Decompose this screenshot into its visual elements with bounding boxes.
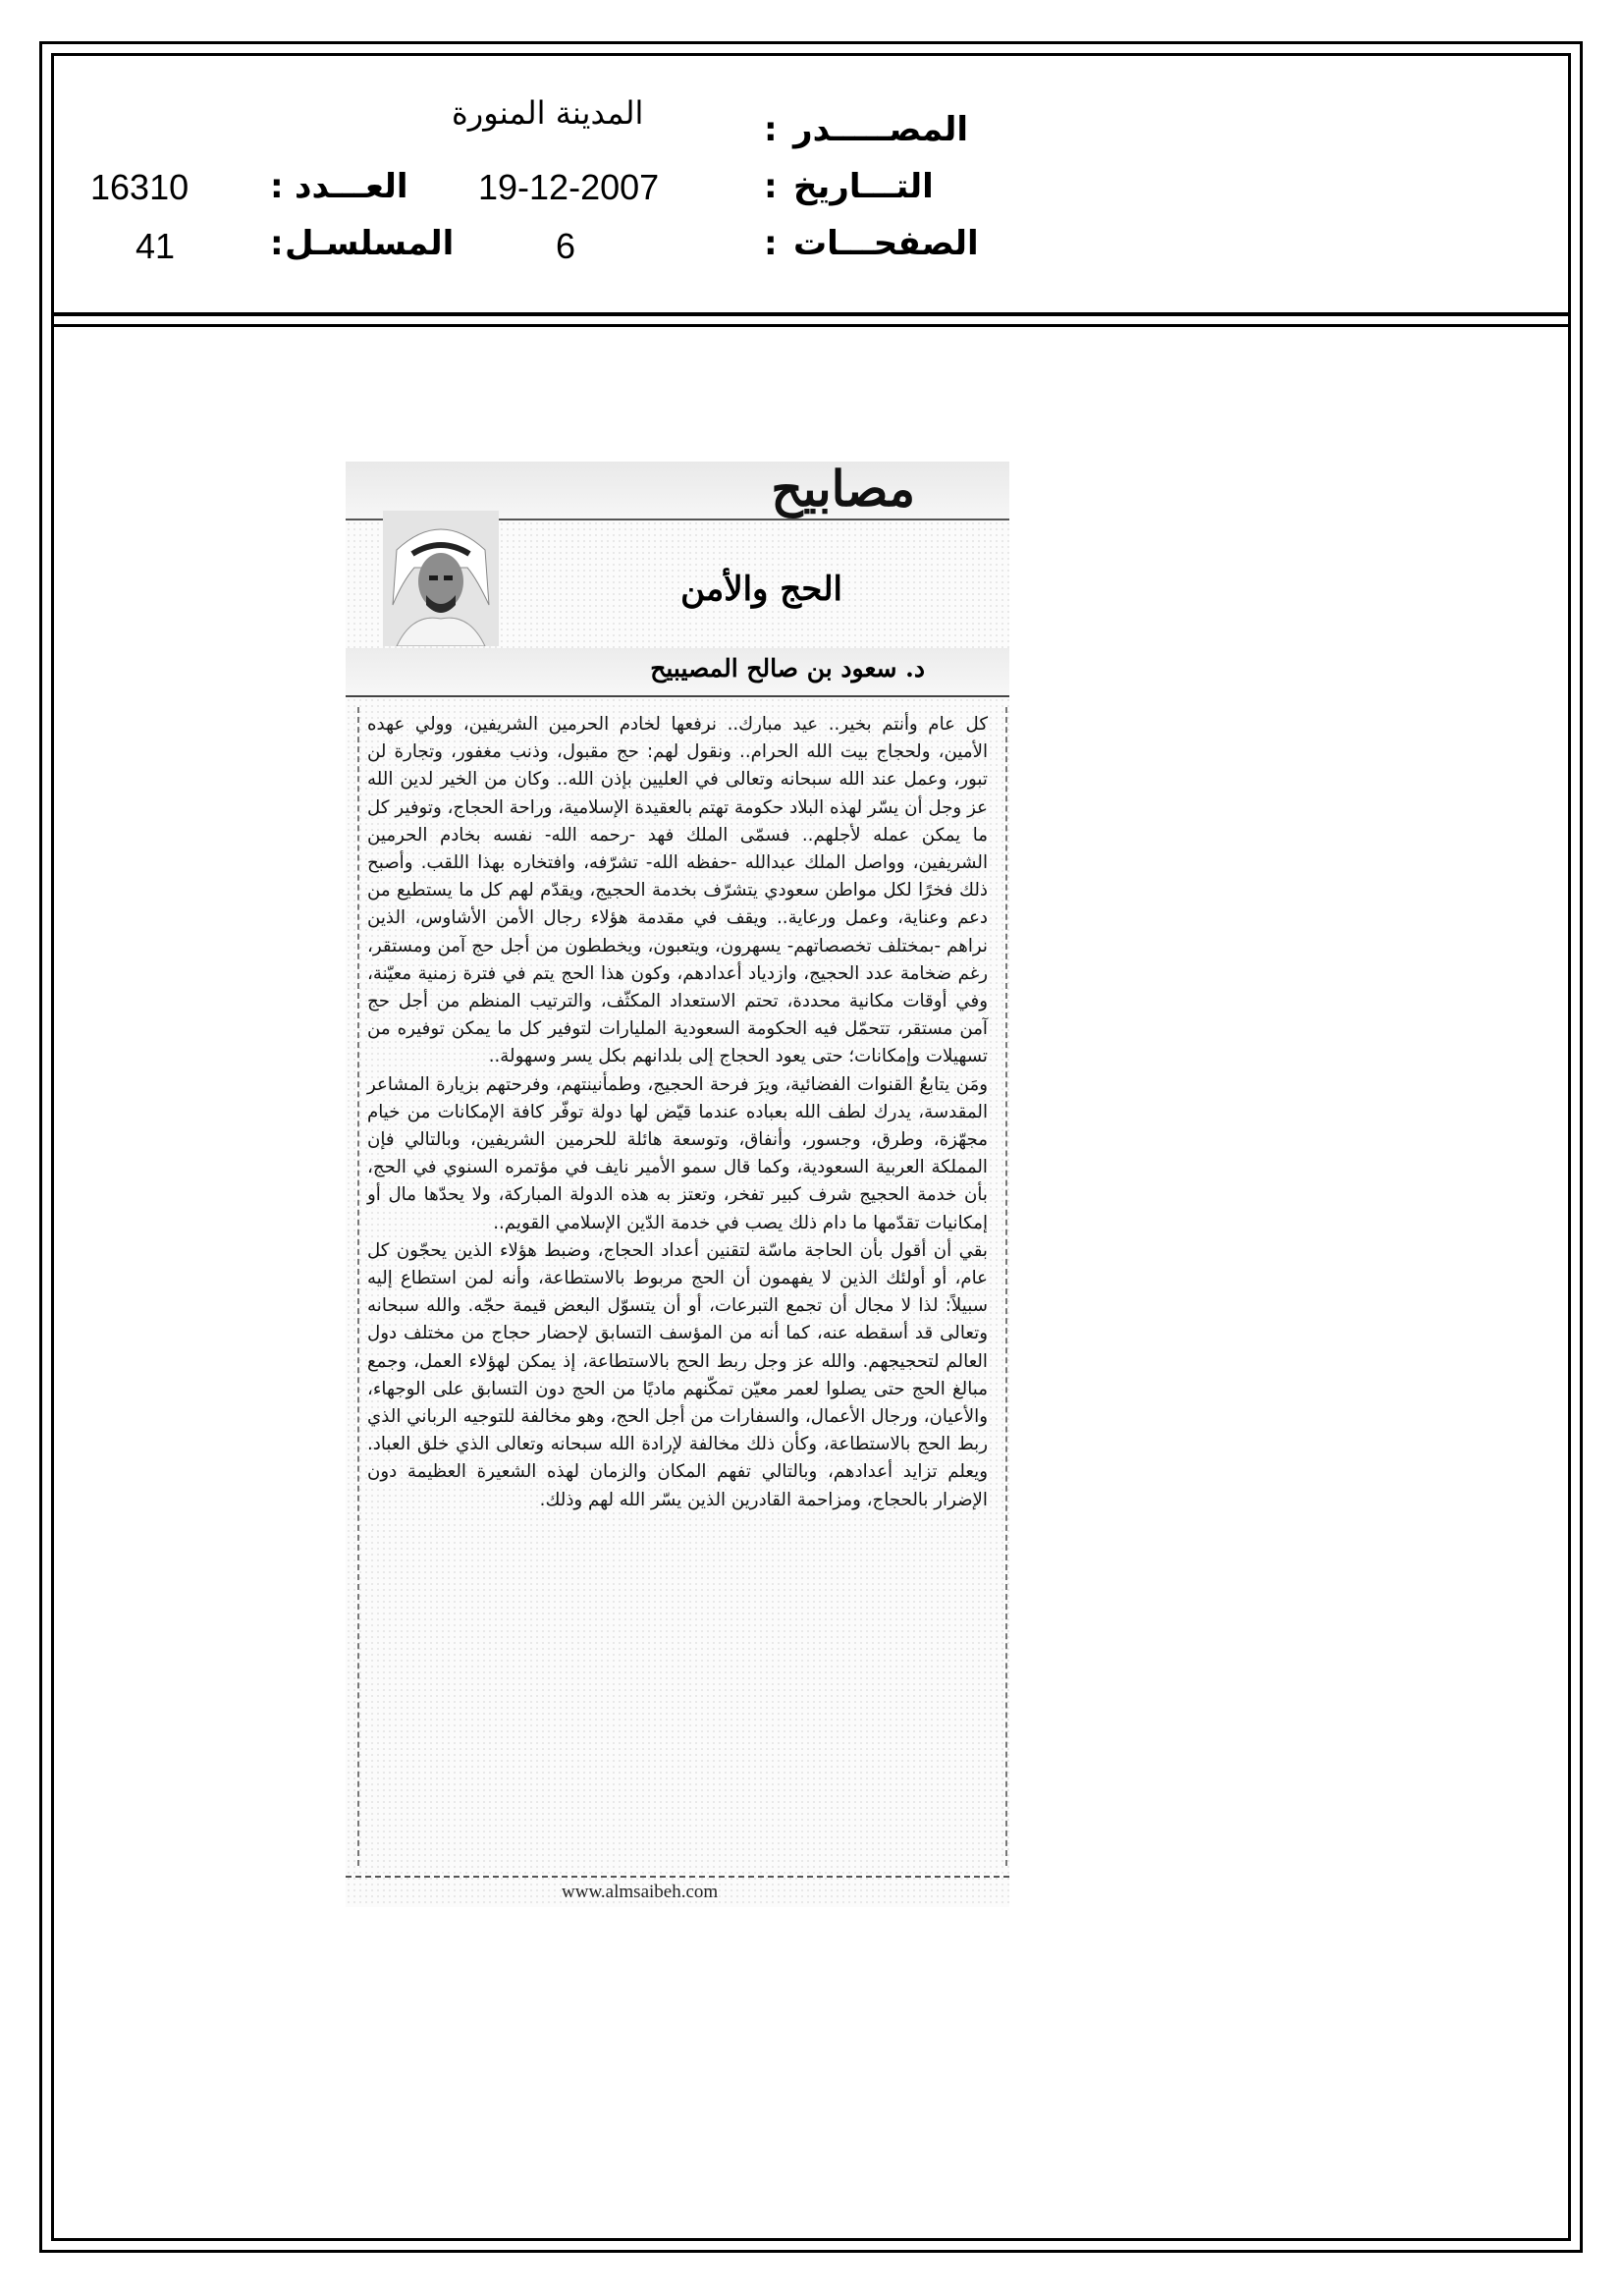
column-name: مصابيح bbox=[771, 460, 915, 518]
article-paragraph: كل عام وأنتم بخير.. عيد مبارك.. نرفعها لخادم الحرمين الشريفين، وولي عهده الأمين، ولحجاج بيت الله الحرام.. ونقول لهم: حج مقبول، وذنب مغفور، وتجارة لن تبور، وعمل عند الله سبحانه وتعالى في العليين بإذن الله.. وكان من الخير لدين الله عز وجل أن يسّر لهذه البلاد حكومة تهتم بالعقيدة الإسلامية، وراحة الحجاج، وتوفير كل ما يمكن عمله لأجلهم.. فسمّى الملك فهد -رحمه الله- نفسه بخادم الحرمين الشريفين، وواصل الملك عبدالله -حفظه الله- تشرّفه، وافتخاره بهذا اللقب. وأصبح ذلك فخرًا لكل مواطن سعودي يتشرّف بخدمة الحجيج، ويقدّم لهم كل ما يستطيع من دعم وعناية، وعمل ورعاية.. ويقف في مقدمة هؤلاء رجال الأمن الأشاوس، الذين نراهم -بمختلف تخصصاتهم- يسهرون، ويتعبون، ويخططون من أجل حج آمن ومستقر، رغم ضخامة عدد الحجيج، وازدياد أعدادهم، وكون هذا الحج يتم في فترة زمنية معيّنة، وفي أوقات مكانية محددة، تحتم الاستعداد المكثّف، والترتيب المنظم من أجل حج آمن مستقر، تتحمّل فيه الحكومة السعودية المليارات لتوفير كل ما يمكن توفيره من تسهيلات وإمكانات؛ حتى يعود الحجاج إلى بلدانهم بكل يسر وسهولة.. bbox=[367, 714, 988, 1067]
date-value: 19-12-2007 bbox=[478, 167, 660, 207]
source-value: المدينة المنورة bbox=[452, 94, 644, 132]
issue-colon: : bbox=[270, 167, 284, 206]
website-url: www.almsaibeh.com bbox=[562, 1882, 719, 1902]
source-label: المصـــــدر bbox=[793, 110, 969, 149]
source-colon: : bbox=[764, 110, 778, 149]
issue-label: العـــدد bbox=[295, 167, 408, 206]
pages-colon: : bbox=[764, 224, 778, 263]
pages-label: الصفحـــات bbox=[793, 224, 979, 263]
pages-value: 6 bbox=[556, 226, 576, 266]
clipping-footer-rule bbox=[346, 1876, 1009, 1878]
header-divider-double bbox=[51, 324, 1571, 327]
newspaper-clipping bbox=[346, 462, 1009, 1907]
issue-value: 16310 bbox=[90, 167, 189, 207]
article-paragraph: بقي أن أقول بأن الحاجة ماسّة لتقنين أعداد الحجاج، وضبط هؤلاء الذين يحجّون كل عام، أو أولئك الذين لا يفهمون أن الحج مربوط بالاستطاعة، وأنه لمن استطاع إليه سبيلاً: لذا لا مجال أن تجمع التبرعات، أو أن يتسوّل البعض قيمة حجّه. والله سبحانه وتعالى قد أسقطه عنه، كما أنه من المؤسف التسابق لإحضار حجاج من مختلف دول العالم لتحجيجهم. والله عز وجل ربط الحج بالاستطاعة، إذ يمكن لهؤلاء العمل، وجمع مبالغ الحج حتى يصلوا لعمر معيّن تمكّنهم ماديًا من الحج دون التسابق على الوجهاء، والأعيان، ورجال الأعمال، والسفارات من أجل الحج، وهو مخالفة للتوجيه الرباني الذي ربط الحج بالاستطاعة، وكأن ذلك مخالفة لإرادة الله سبحانه وتعالى الذي خلق العباد. ويعلم تزايد أعدادهم، وبالتالي تفهم المكان والزمان لهذه الشعيرة العظيمة دون الإضرار بالحجاج، ومزاحمة القادرين الذين يسّر الله لهم وذلك. bbox=[367, 1239, 988, 1510]
article-paragraph: ومَن يتابعُ القنوات الفضائية، ويرَ فرحة الحجيج، وطمأنينتهم، وفرحتهم بزيارة المشاعر المقدسة، يدرك لطف الله بعباده عندما قيّض لها دولة توفّر كافة الإمكانات من خيام مجهّزة، وطرق، وجسور، وأنفاق، وتوسعة هائلة للحرمين الشريفين، وبالتالي فإن المملكة العربية السعودية، وكما قال سمو الأمير نايف في مؤتمره السنوي في الحج، بأن خدمة الحجيج شرف كبير تفخر، وتعتز به هذه الدولة المباركة، ولا يحدّها مال أو إمكانيات تقدّمها ما دام ذلك يصب في خدمة الدّين الإسلامي القويم.. bbox=[367, 1073, 988, 1233]
article-body bbox=[367, 711, 988, 1514]
header-divider bbox=[51, 312, 1571, 316]
date-colon: : bbox=[764, 167, 778, 206]
author-byline: د. سعود بن صالح المصيبيح bbox=[650, 654, 925, 683]
serial-label: المسلسـل bbox=[285, 224, 455, 263]
author-portrait-icon bbox=[383, 511, 499, 646]
serial-value: 41 bbox=[135, 226, 176, 266]
date-label: التـــاريخ bbox=[793, 167, 934, 206]
serial-colon: : bbox=[270, 224, 284, 263]
article-title: الحج والأمن bbox=[680, 570, 842, 609]
